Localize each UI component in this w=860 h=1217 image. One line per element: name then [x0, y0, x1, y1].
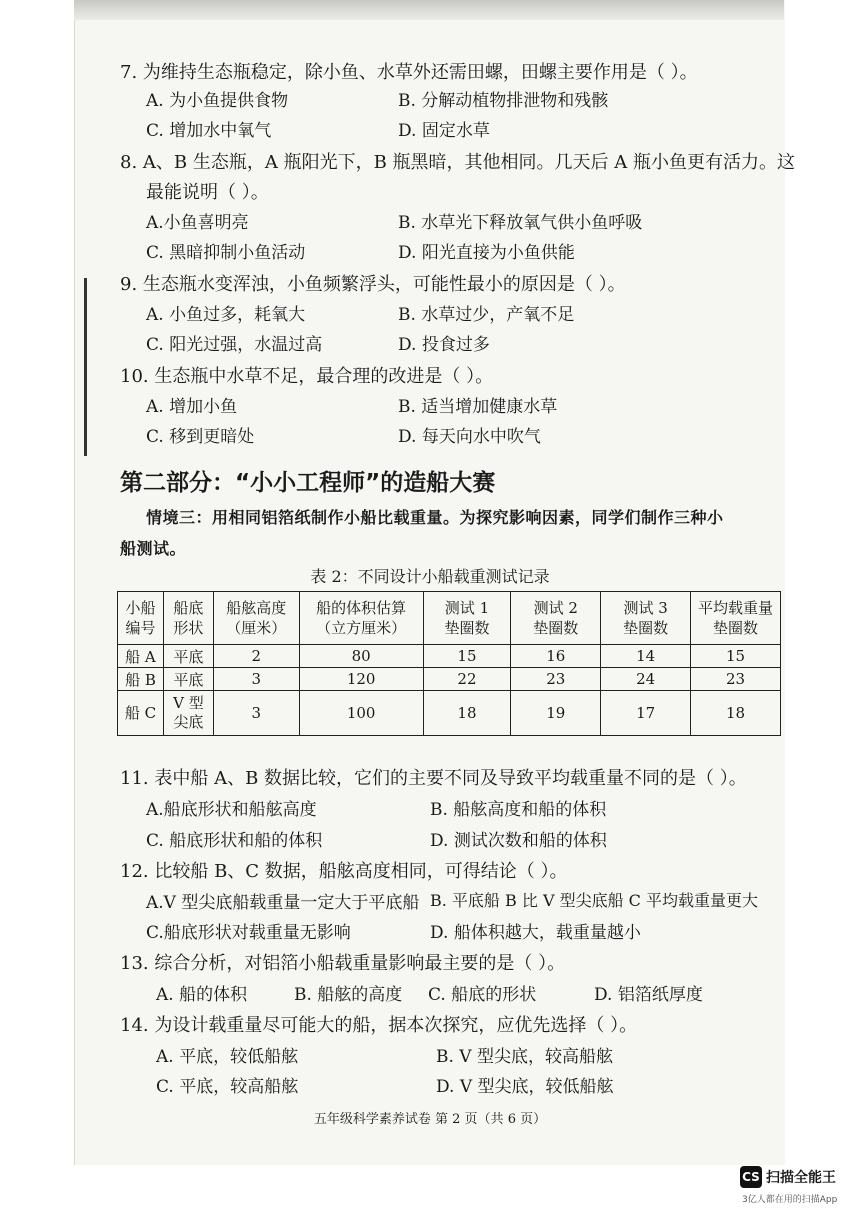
- table-header-cell: [601, 592, 691, 645]
- q10-option-d: D. 每天向水中吹气: [398, 427, 541, 447]
- q13-option-c: C. 船底的形状: [428, 985, 537, 1005]
- header-line: 垫圈数: [533, 619, 579, 637]
- question-7: 7. 为维持生态瓶稳定，除小鱼、水草外还需田螺，田螺主要作用是（ ）。: [120, 62, 698, 83]
- q13-option-b: B. 船舷的高度: [294, 985, 403, 1005]
- table-header-cell: [118, 592, 164, 645]
- q8-option-d: D. 阳光直接为小鱼供能: [398, 243, 575, 263]
- table-cell: 2: [213, 645, 299, 668]
- header-line: （立方厘米）: [316, 619, 407, 637]
- table-row: [118, 645, 781, 668]
- q9-option-d: D. 投食过多: [398, 335, 490, 355]
- q11-option-d: D. 测试次数和船的体积: [430, 831, 607, 851]
- scan-shadow: [74, 0, 784, 20]
- question-10: 10. 生态瓶中水草不足，最合理的改进是（ ）。: [120, 366, 494, 387]
- q14-option-b: B. V 型尖底，较高船舷: [436, 1047, 613, 1067]
- q12-option-d: D. 船体积越大，载重量越小: [430, 923, 641, 943]
- scanner-logo-icon: CS: [740, 1166, 762, 1188]
- header-line: 船底: [173, 599, 204, 617]
- question-14: 14. 为设计载重量尽可能大的船，据本次探究，应优先选择（ ）。: [120, 1015, 638, 1036]
- header-line: 测试 3: [623, 599, 668, 617]
- q7-option-d: D. 固定水草: [398, 121, 490, 141]
- table-cell: 船 B: [118, 668, 164, 691]
- scenario-3-line2: 船测试。: [120, 539, 187, 558]
- table-cell: 24: [601, 668, 691, 691]
- table-caption: 表 2：不同设计小船载重测试记录: [310, 567, 550, 586]
- table-header-cell: [299, 592, 423, 645]
- q14-option-d: D. V 型尖底，较低船舷: [436, 1077, 614, 1097]
- header-line: 垫圈数: [713, 619, 759, 637]
- table-cell: 船 C: [118, 691, 164, 736]
- table-cell: 23: [511, 668, 601, 691]
- q11-option-b: B. 船舷高度和船的体积: [430, 800, 607, 820]
- header-line: 船的体积估算: [316, 599, 407, 617]
- header-line: 小船: [125, 599, 156, 617]
- table-row: [118, 668, 781, 691]
- boat-test-table: [117, 591, 781, 736]
- table-header-cell: [163, 592, 213, 645]
- question-8-line1: 8. A、B 生态瓶，A 瓶阳光下，B 瓶黑暗，其他相同。几天后 A 瓶小鱼更有活力。这: [120, 152, 795, 173]
- table-cell: 船 A: [118, 645, 164, 668]
- question-13: 13. 综合分析，对铝箔小船载重量影响最主要的是（ ）。: [120, 953, 566, 974]
- q12-option-a: A.V 型尖底船载重量一定大于平底船: [146, 893, 420, 913]
- table-cell: 平底: [163, 645, 213, 668]
- table-cell: 22: [423, 668, 511, 691]
- table-cell: 3: [213, 691, 299, 736]
- table-cell: 19: [511, 691, 601, 736]
- question-12: 12. 比较船 B、C 数据，船舷高度相同，可得结论（ ）。: [120, 861, 568, 882]
- header-line: 垫圈数: [623, 619, 669, 637]
- q9-option-c: C. 阳光过强，水温过高: [146, 335, 323, 355]
- margin-mark: [84, 278, 87, 456]
- header-line: 测试 1: [444, 599, 490, 617]
- question-8-line2: 最能说明（ ）。: [146, 182, 269, 203]
- table-cell: 15: [423, 645, 511, 668]
- table-cell: 3: [213, 668, 299, 691]
- table-cell: 18: [691, 691, 781, 736]
- header-line: 编号: [125, 619, 156, 637]
- q10-option-c: C. 移到更暗处: [146, 427, 255, 447]
- table-cell: 100: [299, 691, 423, 736]
- table-header-cell: [213, 592, 299, 645]
- scanner-brand-name: 扫描全能王: [766, 1170, 836, 1186]
- section-2-heading: 第二部分：“小小工程师”的造船大赛: [120, 470, 496, 496]
- table-row: [118, 691, 781, 736]
- q13-option-a: A. 船的体积: [156, 985, 248, 1005]
- question-11: 11. 表中船 A、B 数据比较，它们的主要不同及导致平均载重量不同的是（ ）。: [120, 768, 747, 789]
- table-cell: 14: [601, 645, 691, 668]
- header-line: 垫圈数: [444, 619, 490, 637]
- question-9: 9. 生态瓶水变浑浊，小鱼频繁浮头，可能性最小的原因是（ ）。: [120, 274, 626, 295]
- q9-option-b: B. 水草过少，产氧不足: [398, 305, 575, 325]
- header-line: 平均载重量: [698, 599, 774, 617]
- q8-option-c: C. 黑暗抑制小鱼活动: [146, 243, 306, 263]
- q12-option-b: B. 平底船 B 比 V 型尖底船 C 平均载重量更大: [430, 891, 759, 910]
- q14-option-c: C. 平底，较高船舷: [156, 1077, 299, 1097]
- table-header-cell: [423, 592, 511, 645]
- table-header-cell: [691, 592, 781, 645]
- q10-option-b: B. 适当增加健康水草: [398, 397, 558, 417]
- header-line: （厘米）: [226, 619, 287, 637]
- table-cell: 17: [601, 691, 691, 736]
- table-cell: 80: [299, 645, 423, 668]
- page-footer: 五年级科学素养试卷 第 2 页（共 6 页）: [313, 1112, 547, 1127]
- table-cell: 15: [691, 645, 781, 668]
- table-cell: 18: [423, 691, 511, 736]
- scanner-tagline: 3亿人都在用的扫描App: [742, 1195, 838, 1205]
- header-line: 船舷高度: [226, 599, 287, 617]
- table-cell: 平底: [163, 668, 213, 691]
- q11-option-c: C. 船底形状和船的体积: [146, 831, 323, 851]
- q13-option-d: D. 铝箔纸厚度: [594, 985, 703, 1005]
- q8-option-a: A.小鱼喜明亮: [146, 213, 249, 233]
- header-line: 测试 2: [533, 599, 578, 617]
- header-line: 形状: [173, 619, 204, 637]
- q7-option-a: A. 为小鱼提供食物: [146, 91, 289, 111]
- table-cell: 16: [511, 645, 601, 668]
- table-cell: V 型 尖底: [163, 691, 213, 736]
- q9-option-a: A. 小鱼过多，耗氧大: [146, 305, 306, 325]
- table-cell: 23: [691, 668, 781, 691]
- q11-option-a: A.船底形状和船舷高度: [146, 800, 317, 820]
- table-cell: 120: [299, 668, 423, 691]
- q10-option-a: A. 增加小鱼: [146, 397, 238, 417]
- scenario-3-line1: 情境三：用相同铝箔纸制作小船比载重量。为探究影响因素，同学们制作三种小: [146, 508, 724, 527]
- q7-option-b: B. 分解动植物排泄物和残骸: [398, 91, 609, 111]
- q12-option-c: C.船底形状对载重量无影响: [146, 923, 351, 943]
- q14-option-a: A. 平底，较低船舷: [156, 1047, 299, 1067]
- table-header-cell: [511, 592, 601, 645]
- q8-option-b: B. 水草光下释放氧气供小鱼呼吸: [398, 213, 643, 233]
- q7-option-c: C. 增加水中氧气: [146, 121, 272, 141]
